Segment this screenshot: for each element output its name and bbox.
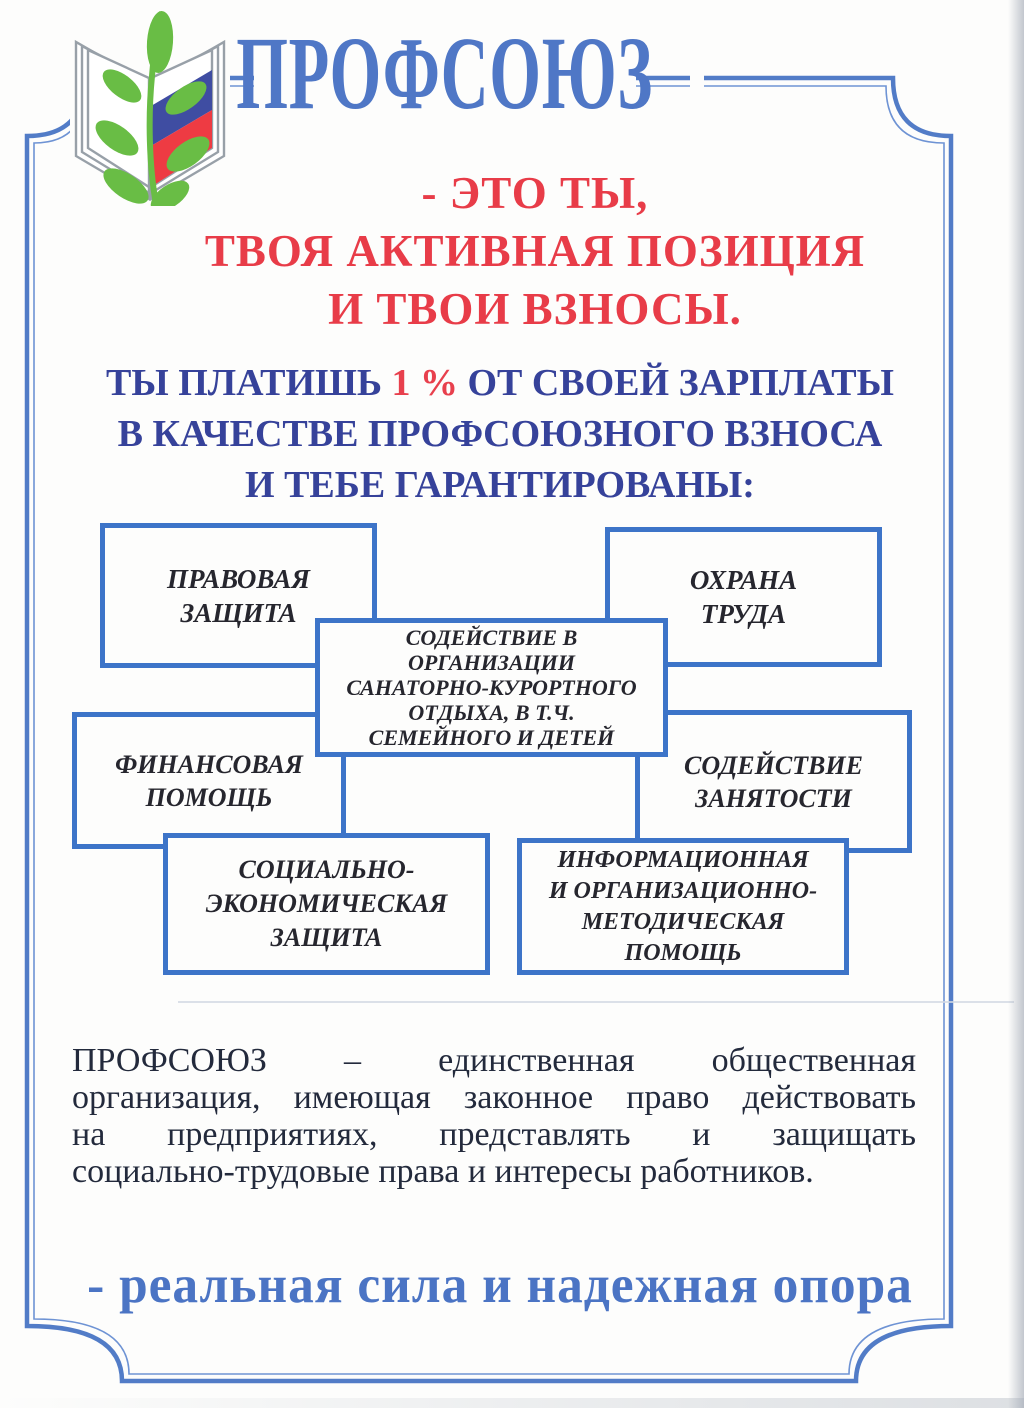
- description-paragraph: [72, 1042, 916, 1190]
- frame-line-gap: [690, 70, 704, 94]
- benefit-label: ИНФОРМАЦИОННАЯ И ОРГАНИЗАЦИОННО- МЕТОДИЧЕСКАЯ ПОМОЩЬ: [548, 846, 818, 966]
- benefit-box-informational-help: [517, 838, 849, 975]
- benefit-label: ОХРАНА ТРУДА: [689, 565, 798, 629]
- benefit-label: СОДЕЙСТВИЕ В ОРГАНИЗАЦИИ САНАТОРНО-КУРОРТНОГО ОТДЫХА, В Т.Ч. СЕМЕЙНОГО И ДЕТЕЙ: [346, 625, 637, 750]
- benefit-label: СОЦИАЛЬНО- ЭКОНОМИЧЕСКАЯ ЗАЩИТА: [205, 855, 448, 952]
- slogan: - реальная сила и надежная опора: [87, 1256, 913, 1314]
- paragraph-line: на предприятиях, представлять и защищать: [72, 1116, 916, 1153]
- dues-percentage: 1 %: [391, 362, 458, 404]
- scan-artifact-line: [178, 1001, 1014, 1003]
- benefit-box-resort-recreation: [315, 618, 668, 757]
- paragraph-line: социально-трудовые права и интересы работников.: [72, 1153, 814, 1190]
- benefit-label: ФИНАНСОВАЯ ПОМОЩЬ: [115, 749, 303, 812]
- benefit-label: СОДЕЙСТВИЕ ЗАНЯТОСТИ: [684, 750, 863, 813]
- blue-heading-line-2: В КАЧЕСТВЕ ПРОФСОЮЗНОГО ВЗНОСА: [117, 413, 883, 455]
- poster-title: ПРОФСОЮЗ: [236, 16, 654, 131]
- benefit-box-financial-aid: [72, 712, 346, 849]
- benefit-box-socio-economic-protection: [163, 833, 490, 975]
- paragraph-line: организация, имеющая законное право действовать: [72, 1079, 916, 1116]
- benefit-label: ПРАВОВАЯ ЗАЩИТА: [167, 563, 310, 628]
- blue-heading-post: ОТ СВОЕЙ ЗАРПЛАТЫ: [457, 362, 894, 404]
- scan-edge-shadow-right: [1008, 0, 1024, 1408]
- union-logo: [70, 6, 230, 206]
- benefit-box-employment-assistance: [635, 710, 912, 853]
- red-heading-line-2: ТВОЯ АКТИВНАЯ ПОЗИЦИЯ: [204, 226, 866, 276]
- blue-heading-line-1: [55, 358, 945, 409]
- red-heading-line-1: - ЭТО ТЫ,: [421, 168, 649, 218]
- blue-heading-pre: ТЫ ПЛАТИШЬ: [106, 362, 392, 404]
- poster-title-block: [236, 16, 654, 131]
- blue-heading-line-3: И ТЕБЕ ГАРАНТИРОВАНЫ:: [245, 464, 755, 506]
- paragraph-line: ПРОФСОЮЗ – единственная общественная: [72, 1042, 916, 1079]
- scan-edge-shadow-bottom: [0, 1398, 1024, 1408]
- red-heading-line-3: И ТВОИ ВЗНОСЫ.: [328, 284, 742, 334]
- blue-heading: [55, 358, 945, 511]
